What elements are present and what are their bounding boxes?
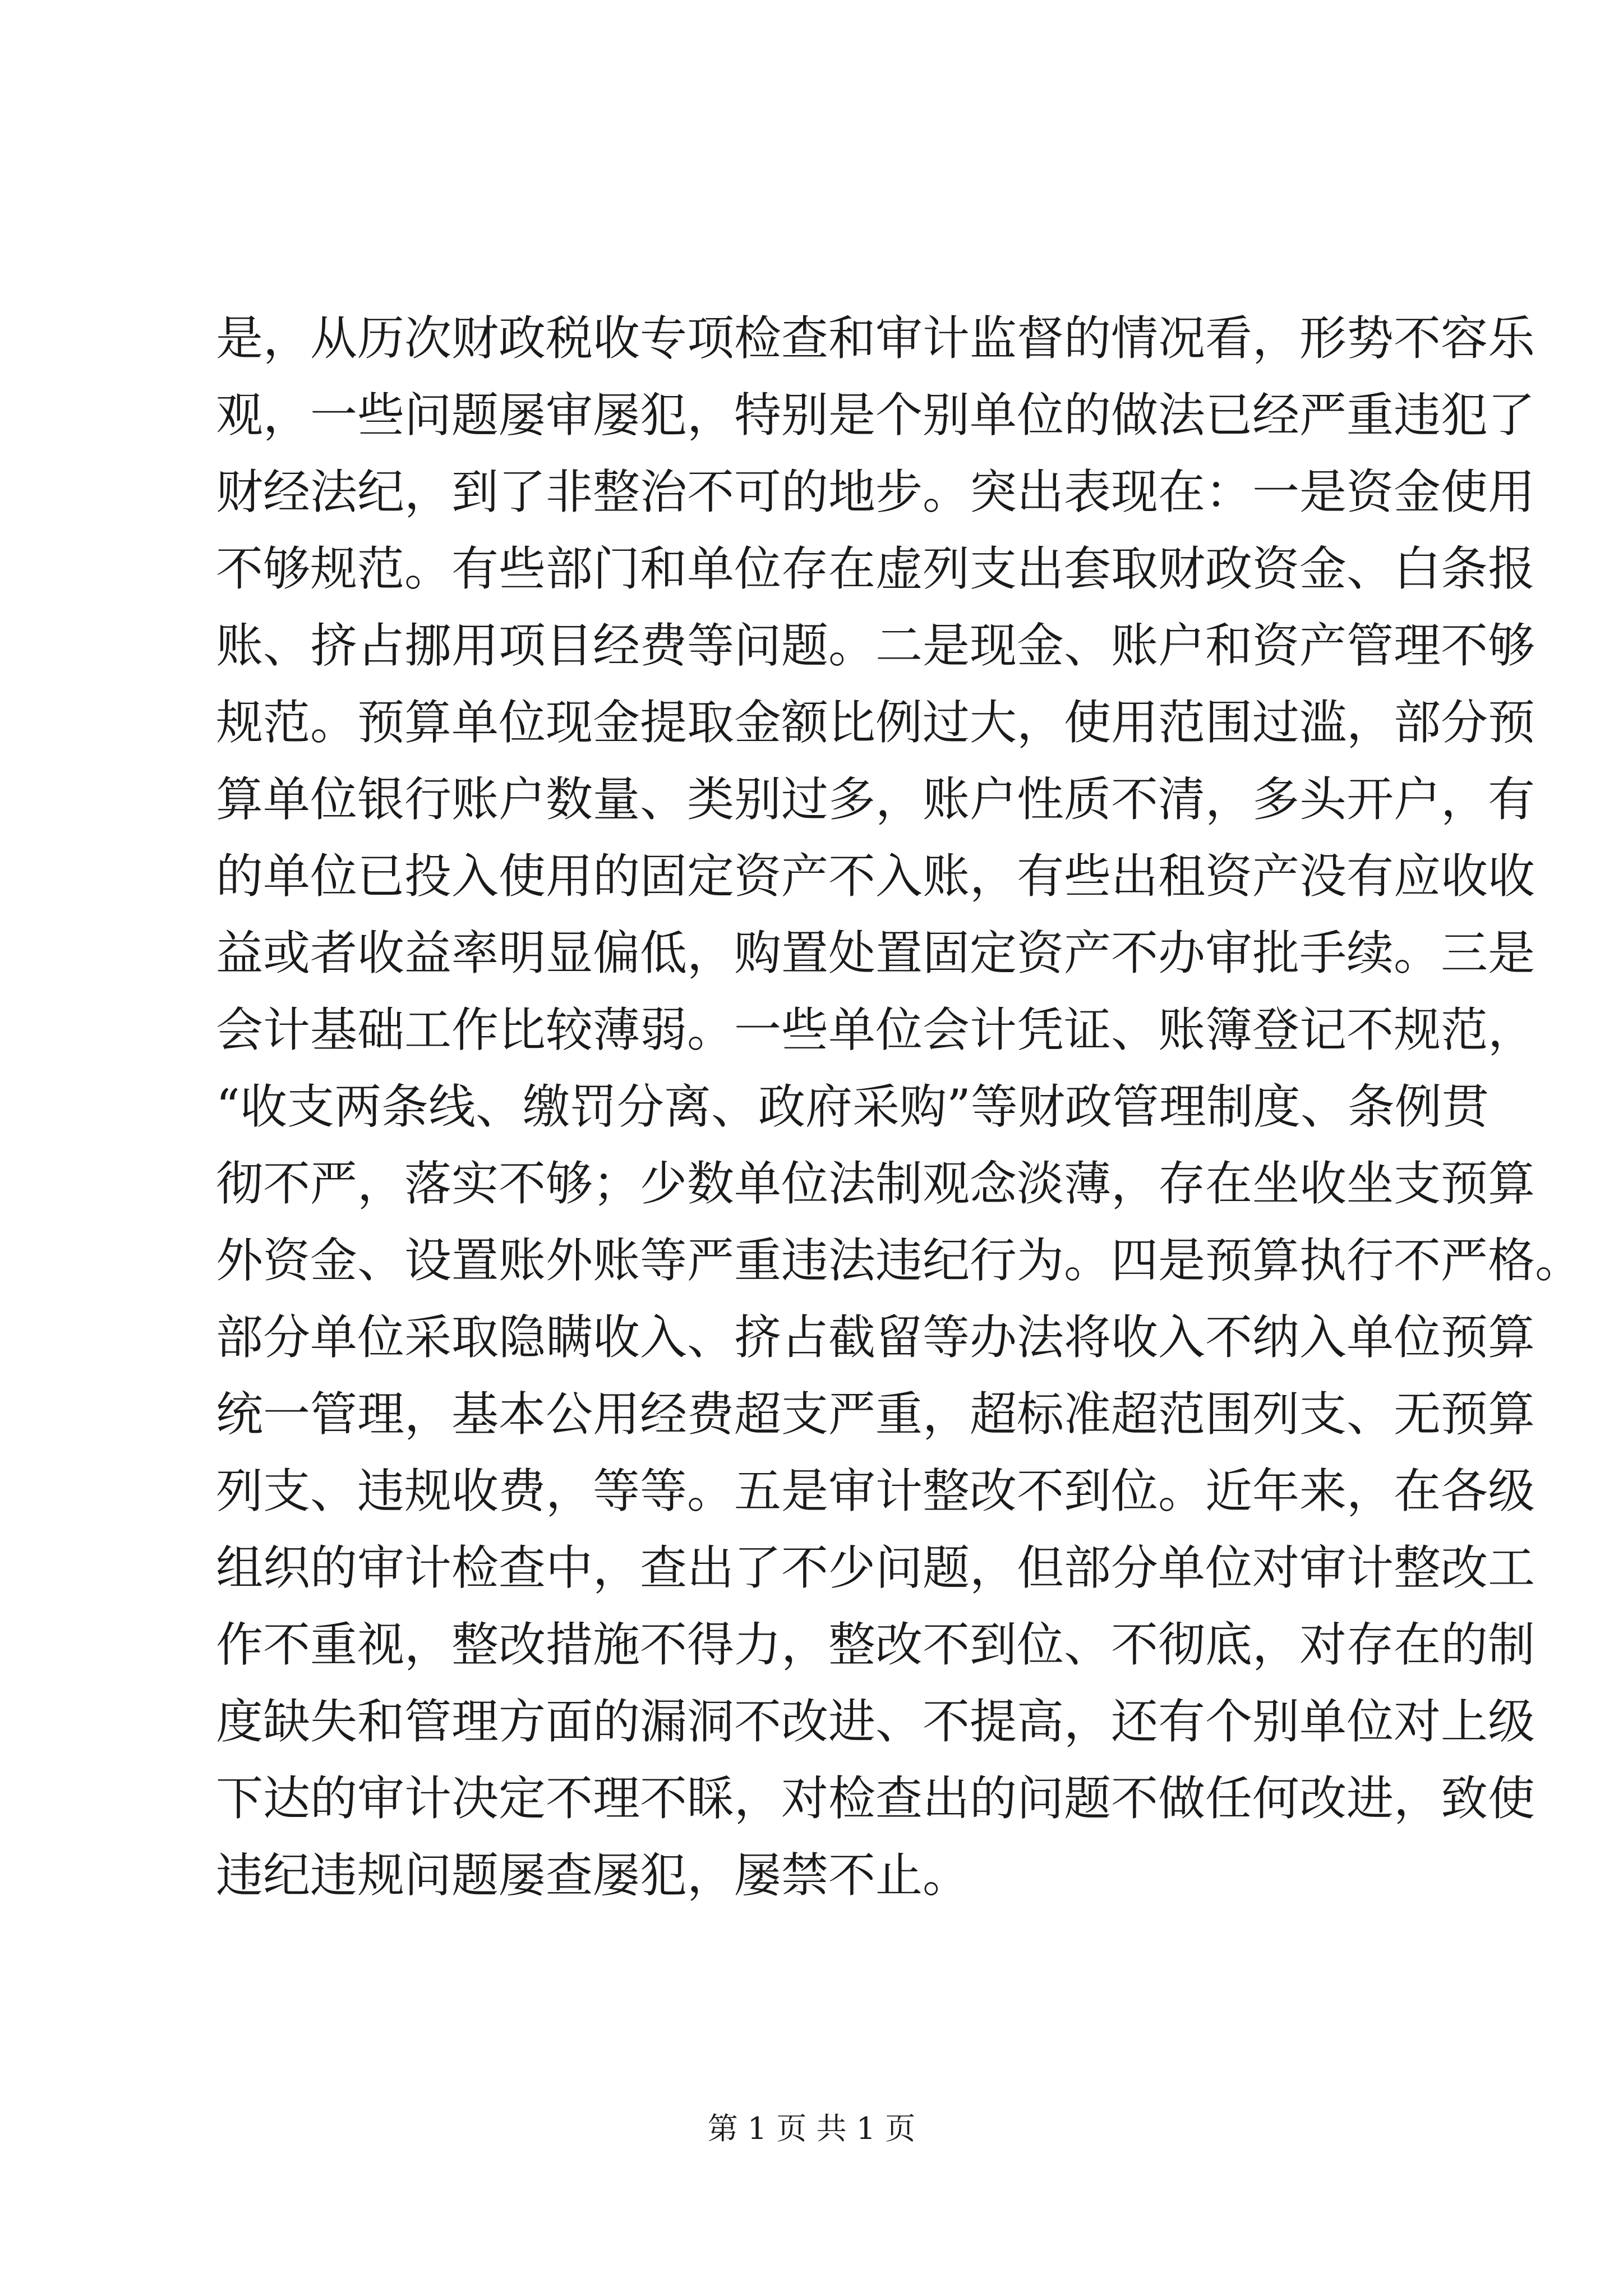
text-line: 的单位已投入使用的固定资产不入账，有些出租资产没有应收收 bbox=[216, 849, 1536, 904]
text-line: “收支两条线、缴罚分离、政府采购”等财政管理制度、条例贯 bbox=[216, 1079, 1489, 1134]
text-line: 作不重视，整改措施不得力，整改不到位、不彻底，对存在的制 bbox=[216, 1617, 1536, 1672]
text-line: 观，一些问题屡审屡犯，特别是个别单位的做法已经严重违犯了 bbox=[216, 388, 1536, 443]
text-line: 度缺失和管理方面的漏洞不改进、不提高，还有个别单位对上级 bbox=[216, 1694, 1536, 1749]
text-line: 违纪违规问题屡查屡犯，屡禁不止。 bbox=[216, 1848, 970, 1903]
text-line: 列支、违规收费，等等。五是审计整改不到位。近年来，在各级 bbox=[216, 1464, 1536, 1519]
text-line: 财经法纪，到了非整治不可的地步。突出表现在：一是资金使用 bbox=[216, 464, 1536, 519]
text-line: 规范。预算单位现金提取金额比例过大，使用范围过滥，部分预 bbox=[216, 695, 1536, 750]
text-line: 账、挤占挪用项目经费等问题。二是现金、账户和资产管理不够 bbox=[216, 618, 1536, 673]
text-line: 组织的审计检查中，查出了不少问题，但部分单位对审计整改工 bbox=[216, 1540, 1536, 1595]
body-paragraph bbox=[216, 300, 1583, 1914]
text-line: 外资金、设置账外账等严重违法违纪行为。四是预算执行不严格。 bbox=[216, 1233, 1583, 1288]
text-line: 益或者收益率明显偏低，购置处置固定资产不办审批手续。三是 bbox=[216, 926, 1536, 981]
page-footer: 第 1 页 共 1 页 bbox=[707, 2111, 916, 2146]
text-line: 是，从历次财政税收专项检查和审计监督的情况看，形势不容乐 bbox=[216, 311, 1536, 366]
text-line: 统一管理，基本公用经费超支严重，超标准超范围列支、无预算 bbox=[216, 1387, 1536, 1442]
text-line: 不够规范。有些部门和单位存在虚列支出套取财政资金、白条报 bbox=[216, 541, 1536, 596]
text-line: 彻不严，落实不够；少数单位法制观念淡薄，存在坐收坐支预算 bbox=[216, 1156, 1536, 1211]
text-line: 算单位银行账户数量、类别过多，账户性质不清，多头开户，有 bbox=[216, 772, 1536, 827]
text-line: 会计基础工作比较薄弱。一些单位会计凭证、账簿登记不规范， bbox=[216, 1002, 1536, 1057]
text-line: 下达的审计决定不理不睬，对检查出的问题不做任何改进，致使 bbox=[216, 1771, 1536, 1826]
text-line: 部分单位采取隐瞒收入、挤占截留等办法将收入不纳入单位预算 bbox=[216, 1310, 1536, 1365]
